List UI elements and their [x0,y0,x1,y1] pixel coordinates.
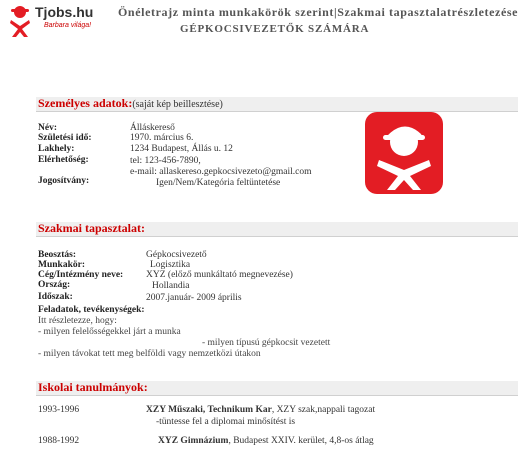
logo-tagline: Barbara világa! [44,22,92,29]
field-label-address: Lakhely: [38,144,75,154]
edu-years: 1993-1996 [38,405,80,415]
edu-school-line [146,405,375,415]
exp-tasks-label: Feladatok, tevékenységek: [38,305,145,315]
exp-value-period: 2007.január- 2009 április [146,293,242,303]
person-logo-icon [8,4,32,38]
exp-value-position: Gépkocsivezető [146,250,207,260]
avatar-placeholder-icon [365,112,443,194]
exp-task-item: - milyen típusú gépkocsit vezetett [202,338,331,348]
edu-school: XYZ Gimnázium [158,436,229,446]
exp-label-company: Cég/Intézmény neve: [38,270,124,280]
section-title-education: Iskolai tanulmányok: [38,380,148,394]
edu-detail: , Budapest XXIV. kerület, 4,8-os átlag [228,436,374,446]
field-value-license: Igen/Nem/Kategória feltüntetése [156,178,281,188]
header-subtitle: GÉPKOCSIVEZETŐK SZÁMÁRA [180,23,370,35]
edu-school-line [158,436,374,446]
section-title-experience: Szakmai tapasztalat: [38,221,145,235]
exp-value-country: Hollandia [152,281,190,291]
field-value-phone: tel: 123-456-7890, [130,156,201,166]
field-label-license: Jogosítvány: [38,176,90,186]
section-title-personal-text: Személyes adatok: [38,96,133,110]
field-value-email: e-mail: allaskereso.gepkocsivezeto@gmail.com [130,167,312,177]
field-value-address: 1234 Budapest, Állás u. 12 [130,144,233,154]
section-title-personal [38,96,223,111]
exp-label-role: Munkakör: [38,260,85,270]
edu-detail: , XZY szak,nappali tagozat [271,405,376,415]
exp-task-item: - milyen felelősségekkel járt a munka [38,327,181,337]
exp-label-position: Beosztás: [38,250,76,260]
logo-name: Tjobs.hu [35,4,94,20]
exp-label-period: Időszak: [38,292,73,302]
exp-value-company: XYZ (előző munkáltató megnevezése) [146,270,293,280]
header-title: Önéletrajz minta munkakörök szerint|Szakmai tapasztalatrészletezése [118,5,519,19]
field-value-birth: 1970. március 6. [130,133,194,143]
exp-label-country: Ország: [38,280,71,290]
section-title-personal-note: (saját kép beillesztése) [132,99,223,110]
exp-task-intro: Itt részletezze, hogy: [38,316,117,326]
field-label-birth: Születési idő: [38,133,92,143]
field-label-contact: Elérhetőség: [38,155,89,165]
edu-extra: -tüntesse fel a diplomai minősítést is [156,417,296,427]
field-value-name: Álláskereső [130,123,175,133]
exp-value-role: Logisztika [150,260,191,270]
edu-years: 1988-1992 [38,436,80,446]
exp-task-item: - milyen távokat tett meg belföldi vagy nemzetközi útakon [38,349,261,359]
edu-school: XZY Műszaki, Technikum Kar [146,405,272,415]
field-label-name: Név: [38,123,57,133]
